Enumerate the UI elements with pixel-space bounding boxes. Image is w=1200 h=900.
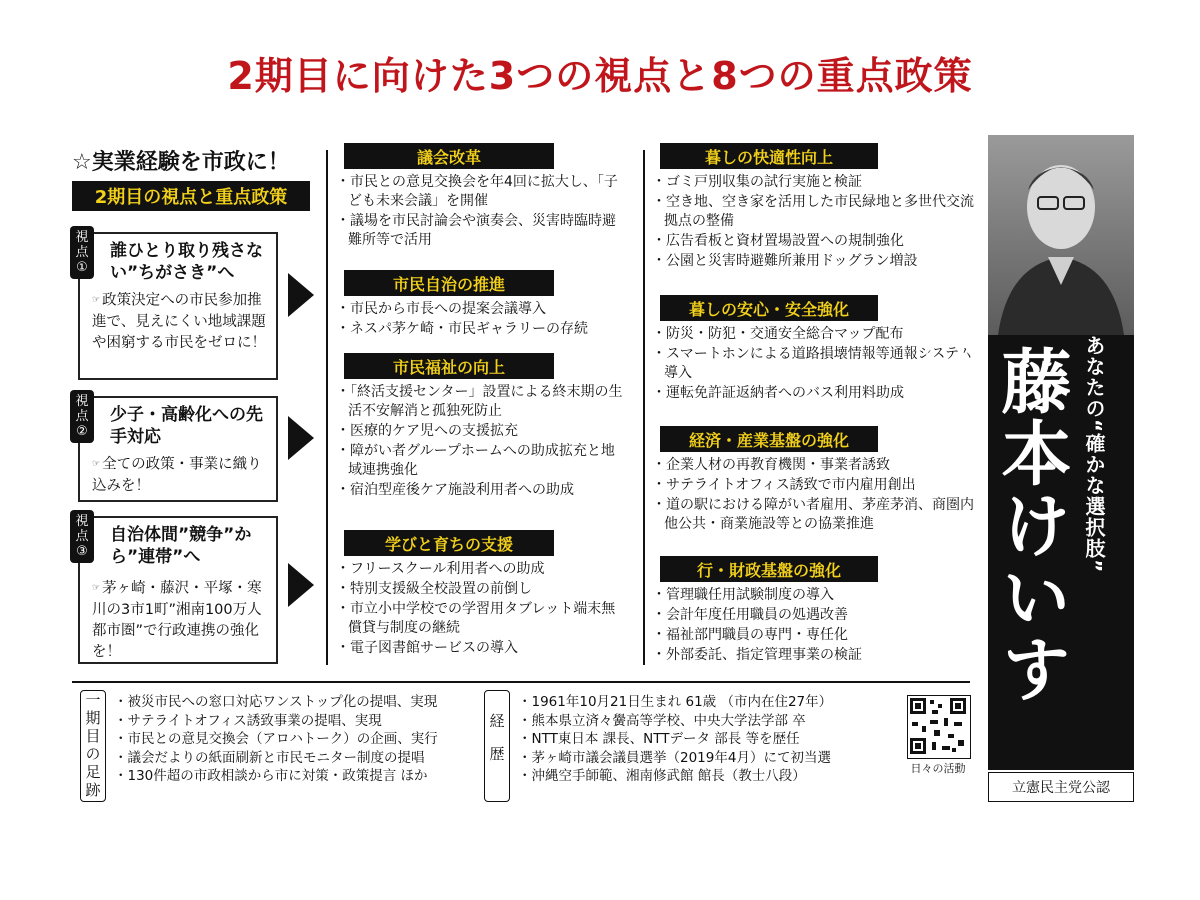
- career-list: [518, 693, 903, 786]
- candidate-name: 藤本けいすけ: [904, 345, 1072, 705]
- list-item: ・ 議会だよりの紙面刷新と市民モニター制度の提唱: [114, 749, 484, 768]
- policy-section-assembly-reform: [336, 143, 626, 251]
- hand-pointer-icon: ☞: [92, 295, 101, 305]
- policy-item: ・ 医療的ケア児への支援拡充: [336, 422, 626, 441]
- list-item: ・ 130件超の市政相談から市に対策・政策提言 ほか: [114, 767, 484, 786]
- policy-item: ・ 外部委託、指定管理事業の検証: [652, 646, 977, 665]
- list-item: ・ サテライトオフィス誘致事業の提唱、実現: [114, 712, 484, 731]
- page-title: 2期目に向けた3つの視点と8つの重点政策: [227, 54, 973, 98]
- policy-heading: 暮しの快適性向上: [660, 143, 878, 169]
- slogan: ☆実業経験を市政に！: [72, 150, 290, 175]
- viewpoint-title: 誰ひとり取り残さない”ちがさき”へ: [110, 241, 263, 283]
- policy-item: ・ 市立小中学校での学習用タブレット端末無償貸与制度の継続: [336, 600, 626, 638]
- policy-item: ・ 道の駅における障がい者雇用、茅産茅消、商圏内他公共・商業施設等との協業推進: [652, 496, 977, 534]
- policy-section-economy: [652, 426, 977, 535]
- list-item: ・ 市民との意見交換会（アロハトーク）の企画、実行: [114, 730, 484, 749]
- viewpoint-tag: 視 点 ①: [70, 226, 94, 279]
- arrow-right-icon: [288, 563, 314, 607]
- viewpoints-subheading: 2期目の視点と重点政策: [72, 181, 310, 211]
- policy-section-welfare: [336, 353, 626, 501]
- viewpoint-tag: 視 点 ②: [70, 390, 94, 443]
- policy-item: ・ 運転免許証返納者へのバス利用料助成: [652, 384, 977, 403]
- policy-section-education: [336, 530, 626, 659]
- bracket-line: [326, 150, 328, 665]
- policy-section-finance: [652, 556, 977, 666]
- party-endorsement: 立憲民主党公認: [988, 772, 1134, 802]
- policy-item: ・ ゴミ戸別収集の試行実施と検証: [652, 173, 977, 192]
- policy-heading: 暮しの安心・安全強化: [660, 295, 878, 321]
- policy-item: ・ 企業人材の再教育機関・事業者誘致: [652, 456, 977, 475]
- list-item: ・ NTT東日本 課長、NTTデータ 部長 等を歴任: [518, 730, 903, 749]
- qr-code-icon[interactable]: [907, 695, 971, 759]
- policy-item: ・ 空き地、空き家を活用した市民緑地と多世代交流拠点の整備: [652, 193, 977, 231]
- viewpoint-tag: 視 点 ③: [70, 510, 94, 563]
- policy-item: ・ 防災・防犯・交通安全総合マップ配布: [652, 325, 977, 344]
- arrow-right-icon: [288, 273, 314, 317]
- policy-item: ・ 特別支援級全校設置の前倒し: [336, 580, 626, 599]
- policy-section-comfort: [652, 143, 977, 272]
- policy-item: ・ 広告看板と資材置場設置への規制強化: [652, 232, 977, 251]
- policy-item: ・ 市民との意見交換会を年4回に拡大し、「子ども未来会議」を開催: [336, 173, 626, 211]
- candidate-photo: [988, 135, 1134, 335]
- first-term-label: 一期目の足跡: [80, 690, 106, 802]
- policy-item: ・ 「終活支援センター」設置による終末期の生活不安解消と孤独死防止: [336, 383, 626, 421]
- policy-item: ・ 市民から市長への提案会議導入: [336, 300, 626, 319]
- catchphrase: あなたの“確かな選択肢”: [1082, 335, 1106, 574]
- policy-section-citizen-autonomy: [336, 270, 626, 340]
- first-term-list: [114, 693, 484, 786]
- list-item: ・ 被災市民への窓口対応ワンストップ化の提唱、実現: [114, 693, 484, 712]
- list-item: ・ 茅ヶ崎市議会議員選挙（2019年4月）にて初当選: [518, 749, 903, 768]
- policy-item: ・ サテライトオフィス誘致で市内雇用創出: [652, 476, 977, 495]
- policy-item: ・ 議場を市民討論会や演奏会、災害時臨時避難所等で活用: [336, 212, 626, 250]
- viewpoint-desc: ☞ 政策決定への市民参加推進で、見えにくい地域課題や困窮する市民をゼロに！: [92, 292, 266, 351]
- policy-heading: 議会改革: [344, 143, 554, 169]
- viewpoint-title: 自治体間”競争”から”連帯”へ: [110, 525, 252, 567]
- hand-pointer-icon: ☞: [92, 583, 101, 593]
- list-item: ・ 熊本県立済々黌高等学校、中央大学法学部 卒: [518, 712, 903, 731]
- divider: [72, 681, 970, 683]
- viewpoint-desc: ☞ 全ての政策・事業に織り込みを！: [92, 456, 262, 494]
- policy-item: ・ 障がい者グループホームへの助成拡充と地域連携強化: [336, 442, 626, 480]
- policy-heading: 市民自治の推進: [344, 270, 554, 296]
- qr-caption: 日々の活動: [910, 762, 966, 775]
- bracket-line: [643, 150, 645, 665]
- policy-item: ・ 電子図書館サービスの導入: [336, 639, 626, 658]
- viewpoint-card-3: [75, 514, 278, 664]
- viewpoint-card-1: [75, 230, 278, 380]
- viewpoint-card-2: [75, 394, 278, 502]
- policy-heading: 市民福祉の向上: [344, 353, 554, 379]
- policy-item: ・ 宿泊型産後ケア施設利用者への助成: [336, 481, 626, 500]
- policy-item: ・ ネスパ茅ケ崎・市民ギャラリーの存続: [336, 320, 626, 339]
- hand-pointer-icon: ☞: [92, 459, 101, 469]
- policy-heading: 経済・産業基盤の強化: [660, 426, 878, 452]
- policy-item: ・ 会計年度任用職員の処遇改善: [652, 606, 977, 625]
- policy-item: ・ 管理職任用試験制度の導入: [652, 586, 977, 605]
- policy-item: ・ フリースクール利用者への助成: [336, 560, 626, 579]
- arrow-right-icon: [288, 416, 314, 460]
- list-item: ・ 1961年10月21日生まれ 61歳 （市内在住27年）: [518, 693, 903, 712]
- policy-item: ・ スマートホンによる道路損壊情報等通報システム導入: [652, 345, 977, 383]
- policy-item: ・ 公園と災害時避難所兼用ドッグラン増設: [652, 252, 977, 271]
- policy-item: ・ 福祉部門職員の専門・専任化: [652, 626, 977, 645]
- policy-heading: 行・財政基盤の強化: [660, 556, 878, 582]
- list-item: ・ 沖縄空手師範、湘南修武館 館長（教士八段）: [518, 767, 903, 786]
- viewpoint-title: 少子・高齢化への先手対応: [110, 405, 263, 447]
- policy-heading: 学びと育ちの支援: [344, 530, 554, 556]
- career-label: 経歴: [484, 690, 510, 802]
- viewpoint-desc: ☞ 茅ヶ崎・藤沢・平塚・寒川の3市1町”湘南100万人都市圏”で行政連携の強化を！: [92, 580, 262, 660]
